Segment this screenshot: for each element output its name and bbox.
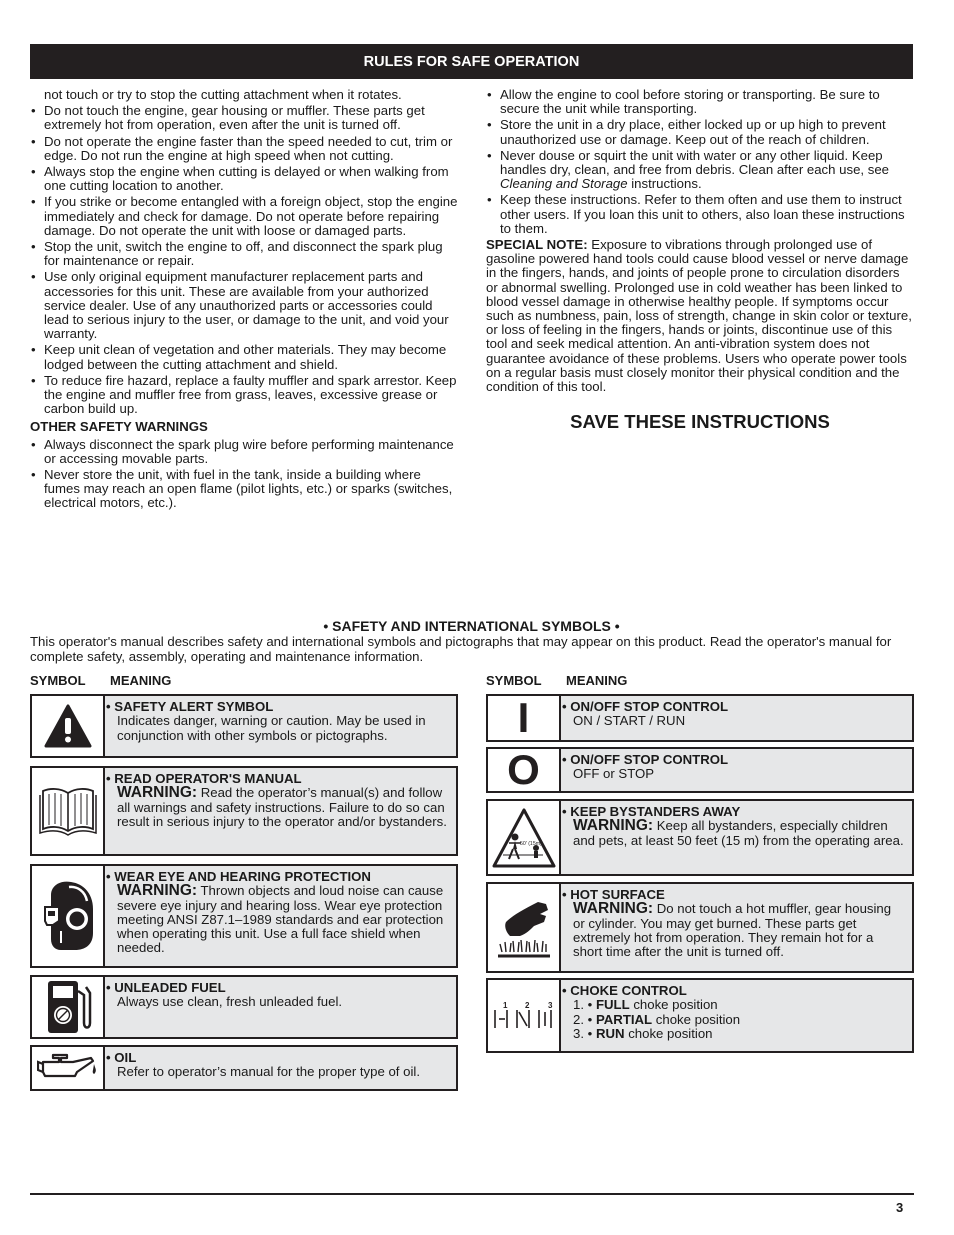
symbol-description: [106, 884, 450, 955]
warning-text: Do not touch a hot muffler, gear housing or cylinder. You may get burned. These parts get extremely hot from operation. They remain hot for a short time after the unit is turned off.: [573, 901, 892, 960]
symbol-meaning: [106, 700, 450, 743]
eye-ear-protection-icon: [32, 866, 105, 966]
list-item: [486, 149, 914, 192]
symbol-title: • ON/OFF STOP CONTROL: [562, 752, 729, 767]
symbol-column-header: SYMBOL: [30, 673, 86, 688]
symbol-title: • KEEP BYSTANDERS AWAY: [562, 804, 741, 819]
symbol-description: [106, 786, 450, 829]
symbol-meaning: [106, 981, 450, 1010]
choke-number: 2: [524, 1000, 529, 1010]
safety-alert-icon: [32, 696, 105, 756]
choke-number: 3: [547, 1000, 552, 1010]
storage-list: [486, 88, 914, 236]
footer-divider: [30, 1193, 914, 1195]
symbol-description: [562, 819, 906, 848]
other-warnings-heading: OTHER SAFETY WARNINGS: [30, 419, 208, 435]
symbol-title: • SAFETY ALERT SYMBOL: [106, 699, 274, 714]
warning-label: WARNING:: [117, 882, 198, 900]
symbol-title: • UNLEADED FUEL: [106, 980, 226, 995]
choke-item-text: choke position: [652, 1011, 741, 1027]
list-item-text: instructions.: [627, 176, 702, 192]
list-item: • Keep these instructions. Refer to them often and use them to instruct other users. If you loan this unit to others, also loan these instructions to them.: [486, 193, 914, 236]
hot-surface-icon: [488, 884, 561, 971]
power-off-icon: [488, 746, 561, 793]
symbol-title: • OIL: [106, 1050, 137, 1065]
list-item: • If you strike or become entangled with a foreign object, stop the engine immediately and check for damage. Do not operate before repairing damage. Do not operate the unit with loose or damaged parts.: [30, 195, 458, 238]
save-instructions-title: SAVE THESE INSTRUCTIONS: [570, 411, 830, 432]
symbol-row-read-manual: [30, 766, 458, 856]
symbols-title: • SAFETY AND INTERNATIONAL SYMBOLS •: [323, 618, 620, 634]
symbol-description: ON / START / RUN: [573, 713, 686, 729]
list-item: • Always disconnect the spark plug wire before performing maintenance or accessing movable parts.: [30, 438, 458, 466]
list-item: • To reduce fire hazard, replace a faulty muffler and spark arrestor. Keep the engine and muffler free from grass, leaves, excessive grease or carbon build up.: [30, 374, 458, 417]
list-item: • Keep unit clean of vegetation and other materials. They may become lodged between the cutting attachment and shield.: [30, 343, 458, 371]
symbol-meaning: [562, 984, 906, 1041]
symbol-row-off-control: [486, 747, 914, 793]
choke-item-label: RUN: [595, 1025, 625, 1041]
list-item: • Allow the engine to cool before storing or transporting. Be sure to secure the unit while transporting.: [486, 88, 914, 116]
oil-can-icon: [32, 1047, 105, 1089]
symbol-row-unleaded-fuel: [30, 975, 458, 1039]
symbol-meaning: [106, 1051, 450, 1080]
choke-item-number: 2. •: [573, 1011, 596, 1027]
symbol-description: Indicates danger, warning or caution. May be used in conjunction with other symbols or pictographs.: [117, 713, 426, 743]
other-warnings-list: [30, 438, 458, 511]
special-note-text: Exposure to vibrations through prolonged use of gasoline powered hand tools could cause blood vessel or nerve damage in the fingers, hands, and joints of people prone to circulation disorders or abnormal swelling. Prolonged use in cold weather has been linked to blood vessel damage in otherwise healthy people. If symptoms occur such as numbness, pain, loss of strength, change in skin color or texture, or loss of feeling in the fingers, hands or joints, discontinue use of this tool and seek medical attention. An anti-vibration system does not guarantee avoidance of these problems. Users who operate power tools on a regular basis must closely monitor their physical condition and the condition of this tool.: [486, 237, 912, 395]
symbol-meaning: [562, 805, 906, 848]
symbol-row-safety-alert: [30, 694, 458, 758]
symbol-row-eye-hearing: [30, 864, 458, 968]
special-note: [486, 238, 914, 394]
warning-label: WARNING:: [573, 817, 654, 835]
symbol-title: • READ OPERATOR'S MANUAL: [106, 771, 302, 786]
list-item: • Do not touch the engine, gear housing or muffler. These parts get extremely hot from operation, even after the unit is turned off.: [30, 104, 458, 132]
symbol-description: [562, 902, 906, 959]
choke-item-label: FULL: [595, 997, 630, 1013]
off-symbol: O: [507, 746, 540, 793]
list-item: • Stop the unit, switch the engine to off, and disconnect the spark plug for maintenance or repair.: [30, 240, 458, 268]
symbol-title: • WEAR EYE AND HEARING PROTECTION: [106, 869, 371, 884]
symbol-meaning: [562, 888, 906, 959]
choke-item-number: 3. •: [573, 1025, 596, 1041]
list-item-text: Never douse or squirt the unit with water or any other liquid. Keep handles dry, clean, and free from debris. Clean after each use, see: [500, 147, 890, 178]
choke-item-text: choke position: [624, 1025, 713, 1041]
continued-text: not touch or try to stop the cutting attachment when it rotates.: [44, 87, 402, 102]
symbols-intro: This operator's manual describes safety and international symbols and pictographs that may appear on this product. Read the operator's manual for complete safety, assembly, operating and maintenance information.: [30, 634, 892, 664]
list-item: • Use only original equipment manufacturer replacement parts and accessories for this unit. These are available from your authorized service dealer. Use of any unauthorized parts or accessories could lead to serious injury to the user, or damage to the unit, and void your warranty.: [30, 270, 458, 341]
fuel-pump-icon: [32, 977, 105, 1037]
symbol-row-on-control: [486, 694, 914, 742]
list-item: • Always stop the engine when cutting is delayed or when walking from one cutting location to another.: [30, 165, 458, 193]
choke-item: [562, 1027, 906, 1041]
symbol-title: • ON/OFF STOP CONTROL: [562, 699, 729, 714]
symbol-column-header: SYMBOL: [486, 673, 542, 688]
symbol-description: Always use clean, fresh unleaded fuel.: [117, 994, 343, 1010]
meaning-column-header: MEANING: [110, 673, 172, 688]
symbol-row-hot-surface: [486, 882, 914, 973]
list-item: • Do not operate the engine faster than the speed needed to cut, trim or edge. Do not run the engine at high speed when not cutting.: [30, 135, 458, 163]
choke-item-label: PARTIAL: [595, 1011, 653, 1027]
page-number: 3: [896, 1200, 904, 1215]
symbol-meaning: [106, 870, 450, 956]
right-column: [486, 88, 914, 394]
symbol-meaning: [562, 700, 906, 729]
warning-text: Read the operator’s manual(s) and follow all warnings and safety instructions. Failure to do so can result in serious injury to the operator and/or bystanders.: [117, 785, 447, 829]
choke-item: [562, 998, 906, 1012]
special-note-label: SPECIAL NOTE:: [486, 237, 588, 253]
section-header: [30, 44, 913, 79]
warning-label: WARNING:: [117, 784, 198, 802]
on-symbol: I: [517, 694, 530, 741]
symbol-row-choke-control: [486, 978, 914, 1053]
cleaning-storage-ref: Cleaning and Storage: [500, 176, 628, 192]
warning-label: WARNING:: [573, 900, 654, 918]
open-book-icon: [32, 768, 105, 854]
choke-positions-icon: [488, 980, 561, 1051]
left-column: [30, 88, 458, 513]
choke-number: 1: [502, 1000, 507, 1010]
list-item: • Store the unit in a dry place, either locked up or up high to prevent unauthorized use or damage. Keep out of the reach of children.: [486, 118, 914, 146]
symbol-row-keep-bystanders-away: [486, 799, 914, 876]
distance-label: 50' (15m): [519, 840, 542, 847]
symbol-title: • CHOKE CONTROL: [562, 983, 687, 998]
symbol-meaning: [106, 772, 450, 829]
list-item: • Never store the unit, with fuel in the tank, inside a building where fumes may reach an open flame (pilot lights, etc.) or sparks (switches, electrical motors, etc.).: [30, 468, 458, 511]
symbol-row-oil: [30, 1045, 458, 1091]
choke-item-text: choke position: [629, 997, 718, 1013]
bystanders-warning-icon: [488, 801, 561, 874]
choke-item: [562, 1013, 906, 1027]
symbol-description: Refer to operator’s manual for the proper type of oil.: [117, 1064, 420, 1080]
section-title: RULES FOR SAFE OPERATION: [363, 53, 580, 70]
power-on-icon: [488, 696, 561, 740]
choke-item-number: 1. •: [573, 997, 596, 1013]
symbol-meaning: [562, 753, 906, 782]
warning-text: Keep all bystanders, especially children and pets, at least 50 feet (15 m) from the operating area.: [573, 818, 904, 848]
symbol-title: • HOT SURFACE: [562, 887, 665, 902]
symbol-description: OFF or STOP: [573, 766, 655, 782]
meaning-column-header: MEANING: [566, 673, 628, 688]
safety-list: [30, 104, 458, 416]
warning-text: Thrown objects and loud noise can cause severe eye injury and hearing loss. Wear eye protection meeting ANSI Z87.1–1989 standards and ear protection when operating this unit. Use a full face shield when needed.: [117, 883, 444, 956]
